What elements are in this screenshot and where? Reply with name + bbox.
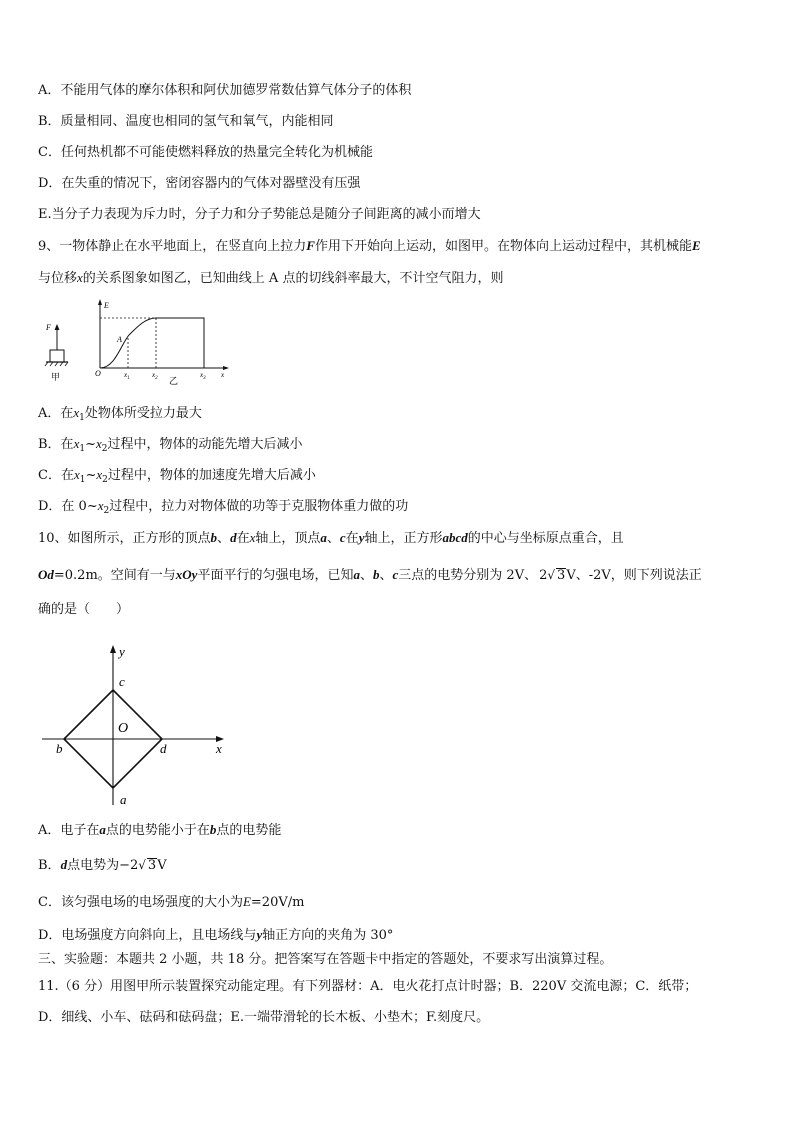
q9-option-b: B．在$x_1\sim x_2$过程中，物体的动能先增大后减小: [38, 436, 303, 454]
x-axis-label: x: [216, 741, 222, 756]
q9-stem-line2: 与位移x的关系图象如图乙，已知曲线上 A 点的切线斜率最大，不计空气阻力，则: [38, 270, 504, 286]
figure-jia-block: [45, 323, 68, 382]
q10-stem-line1: 10、如图所示，正方形的顶点b、d在x轴上，顶点a、c在y轴上，正方形abcd的中心与坐标原点重合，且: [38, 530, 624, 546]
energy-axis-label: E: [104, 301, 109, 310]
vertex-a-label: a: [120, 792, 127, 807]
x-axis-label: x: [221, 371, 225, 379]
vertex-d-label: d: [160, 741, 167, 756]
q8-option-a: A．不能用气体的摩尔体积和阿伏加德罗常数估算气体分子的体积: [38, 83, 412, 98]
svg-text:x2: $x_2$: [152, 371, 158, 381]
q10-figure: [38, 640, 238, 812]
section-3-heading: 三、实验题：本题共 2 小题，共 18 分。把答案写在答题卡中指定的答题处，不要求写出演算过程。: [38, 952, 613, 967]
q10-option-d: D．电场强度方向斜向上，且电场线与y轴正方向的夹角为 30°: [38, 927, 394, 943]
q9-option-c: C．在$x_1\sim x_2$过程中，物体的加速度先增大后减小: [38, 467, 316, 485]
q9-figure: [38, 296, 238, 390]
q10-stem-line3: 确的是（ ）: [38, 602, 130, 617]
point-a-label: A: [117, 335, 122, 344]
figure-yi-graph: [95, 299, 229, 386]
q9-option-a: A．在$x_1$处物体所受拉力最大: [38, 405, 202, 423]
q9-option-d: D．在 $0\sim x_2$过程中，拉力对物体做的功等于克服物体重力做的功: [38, 498, 409, 516]
q8-option-d: D．在失重的情况下，密闭容器内的气体对器壁没有压强: [38, 176, 361, 191]
figure-jia-label: 甲: [51, 372, 61, 382]
svg-text:x1: $x_1$: [124, 371, 130, 381]
vertex-b-label: b: [56, 741, 63, 756]
q8-option-e: E.当分子力表现为斥力时，分子力和分子势能总是随分子间距离的减小而增大: [38, 207, 481, 222]
q10-option-c: C．该匀强电场的电场强度的大小为E=20V/m: [38, 894, 305, 910]
origin-label: O: [95, 369, 101, 378]
vertex-c-label: c: [119, 674, 125, 689]
q11-line1: 11.（6 分）用图甲所示装置探究动能定理。有下列器材：A．电火花打点计时器；B．220V 交流电源；C．纸带；: [38, 979, 698, 994]
q10-option-b: B．d点电势为−2√ 3V: [38, 857, 167, 873]
q8-option-c: C．任何热机都不可能使燃料释放的热量完全转化为机械能: [38, 145, 373, 160]
origin-o-label: O: [118, 721, 129, 736]
force-label: F: [46, 323, 51, 332]
q10-stem-line2: Od=0.2m。空间有一与xOy平面平行的匀强电场，已知a、b、c三点的电势分别为 2V、 2√ 3V、-2V，则下列说法正: [38, 567, 702, 583]
q9-stem-line1: 9、一物体静止在水平地面上，在竖直向上拉力F作用下开始向上运动，如图甲。在物体向上运动过程中，其机械能E: [38, 238, 701, 254]
svg-text:x3: $x_3$: [200, 371, 206, 381]
y-axis-label: y: [119, 644, 125, 659]
figure-yi-label: 乙: [169, 376, 179, 386]
q8-option-b: B．质量相同、温度也相同的氢气和氧气，内能相同: [38, 114, 334, 129]
q10-option-a: A．电子在a点的电势能小于在b点的电势能: [38, 822, 282, 838]
q11-line2: D．细线、小车、砝码和砝码盘；E.一端带滑轮的长木板、小垫木；F.刻度尺。: [38, 1010, 490, 1025]
